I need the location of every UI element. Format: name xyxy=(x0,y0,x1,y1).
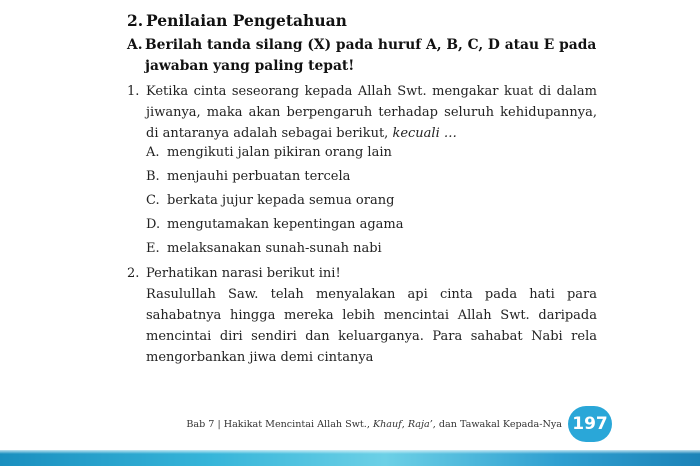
section-number: 2. xyxy=(127,11,144,30)
question-emphasis: kecuali … xyxy=(392,126,457,141)
option-letter: A. xyxy=(146,145,160,160)
option-letter: E. xyxy=(146,241,160,256)
option-b[interactable] xyxy=(146,165,403,189)
question-2 xyxy=(127,263,597,368)
option-text: mengutamakan kepentingan agama xyxy=(167,217,404,232)
footer-suffix: , dan Tawakal Kepada-Nya xyxy=(432,419,562,430)
question-number: 2. xyxy=(127,266,140,281)
instruction-letter: A. xyxy=(127,37,143,53)
option-letter: D. xyxy=(146,217,161,232)
running-footer xyxy=(186,419,562,430)
question-prompt: Perhatikan narasi berikut ini! xyxy=(146,266,341,281)
footer-sep: , xyxy=(401,419,408,430)
question-1 xyxy=(127,81,597,144)
page-number-badge: 197 xyxy=(568,406,612,442)
section-heading xyxy=(127,11,347,30)
option-a[interactable] xyxy=(146,141,403,165)
instruction-text: Berilah tanda silang (X) pada huruf A, B, C, D atau E pada jawaban yang paling tepat! xyxy=(145,37,597,74)
option-letter: C. xyxy=(146,193,160,208)
instruction xyxy=(127,35,597,77)
option-c[interactable] xyxy=(146,189,403,213)
option-d[interactable] xyxy=(146,213,403,237)
question-number: 1. xyxy=(127,84,140,99)
footer-raja: Raja’ xyxy=(407,419,433,430)
footer-khauf: Khauf xyxy=(372,419,402,430)
question-text xyxy=(146,81,597,144)
decorative-band-shade xyxy=(0,450,700,454)
answer-options xyxy=(146,141,403,261)
option-text: melaksanakan sunah-sunah nabi xyxy=(167,241,382,256)
section-title: Penilaian Pengetahuan xyxy=(146,11,347,30)
option-text: mengikuti jalan pikiran orang lain xyxy=(167,145,392,160)
question-narrative: Rasulullah Saw. telah menyalakan api cinta pada hati para sahabatnya hingga mereka lebih mencintai Allah Swt. daripada mencintai diri sendiri dan keluarganya. Para sahabat Nabi rela mengorbankan jiwa demi cintanya xyxy=(146,287,597,365)
option-e[interactable] xyxy=(146,237,403,261)
option-text: menjauhi perbuatan tercela xyxy=(167,169,351,184)
question-text xyxy=(146,263,597,368)
question-stem: Ketika cinta seseorang kepada Allah Swt. mengakar kuat di dalam jiwanya, maka akan berpengaruh terhadap seluruh kehidupannya, di antaranya adalah sebagai berikut, xyxy=(146,84,597,141)
option-text: berkata jujur kepada semua orang xyxy=(167,193,395,208)
option-letter: B. xyxy=(146,169,160,184)
footer-prefix: Bab 7 | Hakikat Mencintai Allah Swt., xyxy=(186,419,373,430)
